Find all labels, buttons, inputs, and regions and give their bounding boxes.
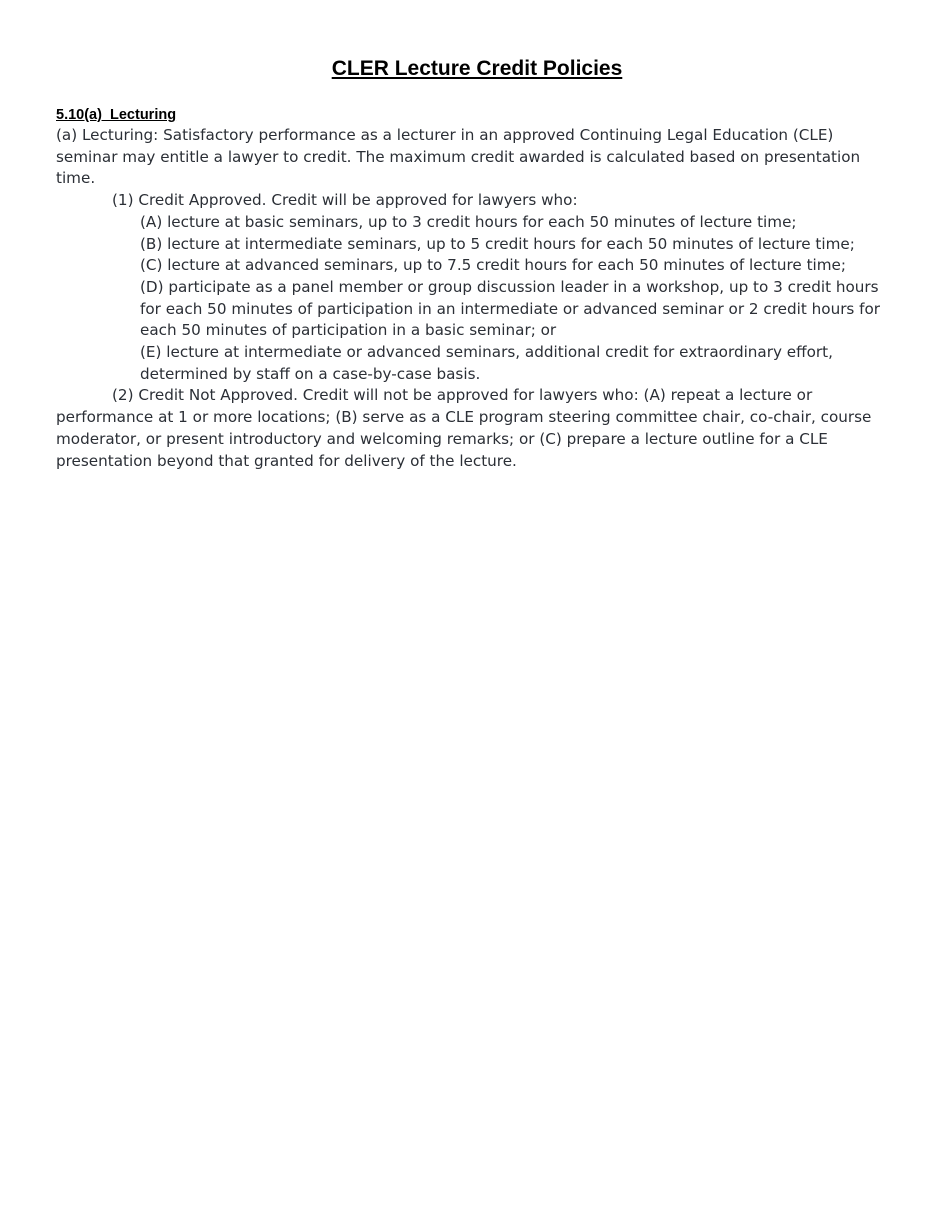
sub-item-b: (B) lecture at intermediate seminars, up to 5 credit hours for each 50 minutes of lecture time;	[140, 234, 855, 253]
sub-item-d: (D) participate as a panel member or group discussion leader in a workshop, up to 3 credit hours for each 50 minutes of participation in an intermediate or advanced seminar or 2 credit hours for each 50 minutes of participation in a basic seminar; or	[140, 277, 881, 340]
sub-item-e: (E) lecture at intermediate or advanced seminars, additional credit for extraordinary effort, determined by staff on a case-by-case basis.	[140, 343, 833, 383]
sub-item-a: (A) lecture at basic seminars, up to 3 credit hours for each 50 minutes of lecture time;	[140, 212, 797, 231]
credit-not-approved-paragraph: (2) Credit Not Approved. Credit will not be approved for lawyers who: (A) repeat a lecture or performance at 1 or more locations; (B) serve as a CLE program steering committee chair, co-chair, course moderator, or present introductory and welcoming remarks; or (C) prepare a lecture outline for a CLE presentation beyond that granted for delivery of the lecture.	[56, 386, 872, 470]
document-page	[56, 56, 898, 472]
credit-approved-paragraph: (1) Credit Approved. Credit will be approved for lawyers who:	[112, 191, 578, 210]
intro-paragraph: (a) Lecturing: Satisfactory performance as a lecturer in an approved Continuing Legal Education (CLE) seminar may entitle a lawyer to credit. The maximum credit awarded is calculated based on presentation time.	[56, 126, 861, 188]
page-title: CLER Lecture Credit Policies	[331, 57, 623, 80]
sub-item-c: (C) lecture at advanced seminars, up to 7.5 credit hours for each 50 minutes of lecture time;	[140, 256, 847, 275]
section-heading: 5.10(a) Lecturing	[56, 107, 177, 123]
